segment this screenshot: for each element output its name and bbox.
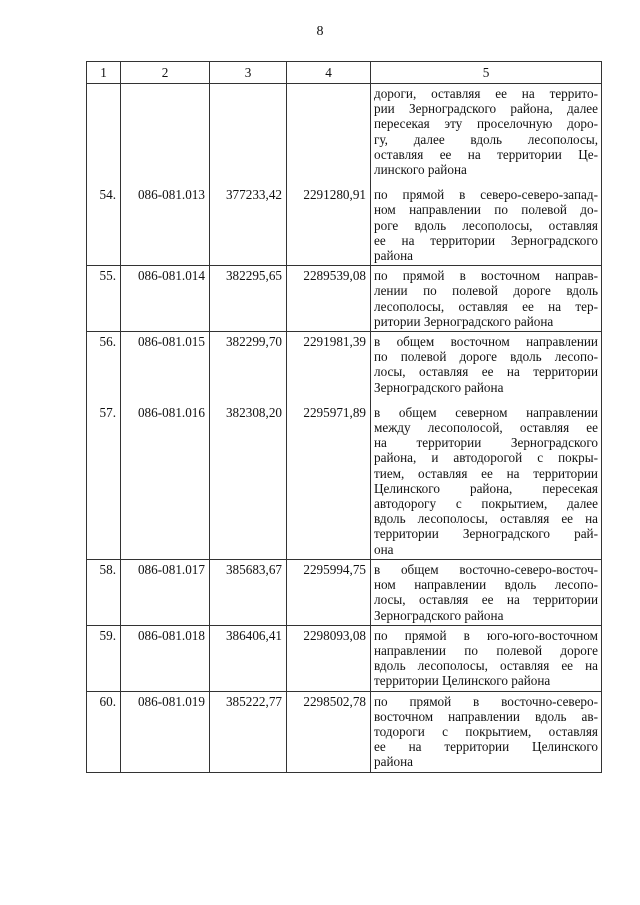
description-line: тодороги с покрытием, оставляя <box>374 723 598 739</box>
point-code-cell <box>121 625 210 691</box>
description-line: по прямой в восточно-северо- <box>374 693 598 709</box>
point-number: 54. <box>99 187 116 203</box>
description-line: ее на территории Зерноградского <box>374 232 598 248</box>
coordinate-y: 2291981,39 <box>303 334 366 350</box>
table-header-row <box>87 62 602 84</box>
coordinate-x: 377233,42 <box>225 187 282 203</box>
coordinate-y-cell <box>287 625 371 691</box>
description-line: по полевой дороге вдоль лесопо- <box>374 349 598 365</box>
point-number: 56. <box>99 334 116 350</box>
table-body <box>87 84 602 773</box>
coordinate-y: 2298093,08 <box>303 627 366 643</box>
point-number: 55. <box>99 268 116 284</box>
description-line: района <box>374 248 414 264</box>
description-line: вдоль лесополосы, оставляя ее на <box>374 511 598 527</box>
description-line: рии Зерноградского района, далее <box>374 101 598 117</box>
description-line: в общем восточном направлении <box>374 334 598 350</box>
description-line: ритории Зерноградского района <box>374 313 554 329</box>
point-code: 086-081.013 <box>137 187 205 203</box>
coordinate-x: 382295,65 <box>225 268 282 284</box>
route-description <box>374 334 598 395</box>
coordinate-y: 2298502,78 <box>303 693 366 709</box>
route-description <box>374 187 598 263</box>
description-line: лесополосы, оставляя ее на тер- <box>374 298 598 314</box>
point-code: 086-081.016 <box>137 404 205 420</box>
description-line: Зерноградского района <box>374 607 504 623</box>
description-line: ном направлении вдоль лесопо- <box>374 577 598 593</box>
route-description <box>374 694 598 770</box>
description-line: на территории Зерноградского <box>374 435 598 451</box>
coordinate-y-cell <box>287 691 371 772</box>
coordinate-x-cell <box>210 266 287 332</box>
description-line: линского района <box>374 162 467 178</box>
description-line: по прямой в северо-северо-запад- <box>374 187 598 203</box>
table-row <box>87 625 602 691</box>
point-code <box>124 86 205 177</box>
table-row <box>87 266 602 332</box>
description-line: территории Целинского района <box>374 673 551 689</box>
route-description-cell <box>371 332 602 560</box>
description-line: дороги, оставляя ее на террито- <box>374 86 598 101</box>
point-number: 59. <box>99 627 116 643</box>
coordinate-y-cell <box>287 332 371 560</box>
description-line: оставляя ее на территории Це- <box>374 146 598 162</box>
coordinate-x: 382299,70 <box>225 334 282 350</box>
description-line: по прямой в восточном направ- <box>374 268 598 284</box>
description-line: тием, оставляя ее на территории <box>374 465 598 481</box>
point-number <box>90 86 116 177</box>
coordinate-y: 2295994,75 <box>303 561 366 577</box>
route-description-cell <box>371 691 602 772</box>
point-code: 086-081.014 <box>137 268 205 284</box>
description-line: ном направлении по полевой до- <box>374 202 598 218</box>
coordinate-x: 386406,41 <box>225 627 282 643</box>
header-col-2: 2 <box>121 62 210 84</box>
description-line: пересекая эту проселочную доро- <box>374 116 598 132</box>
description-line: лении по полевой дороге вдоль <box>374 283 598 299</box>
description-line: в общем северном направлении <box>374 404 598 420</box>
point-number-cell <box>87 332 121 560</box>
coordinate-x-cell <box>210 559 287 625</box>
coordinate-y: 2295971,89 <box>303 404 366 420</box>
header-col-3: 3 <box>210 62 287 84</box>
coordinate-y-cell <box>287 84 371 266</box>
header-col-5: 5 <box>371 62 602 84</box>
page-number: 8 <box>316 24 324 39</box>
point-number: 58. <box>99 561 116 577</box>
description-line: Целинского района, пересекая <box>374 480 598 496</box>
coordinate-y: 2289539,08 <box>303 268 366 284</box>
point-code: 086-081.018 <box>137 627 205 643</box>
route-description-cell <box>371 266 602 332</box>
route-description <box>374 86 598 177</box>
coordinate-y-cell <box>287 266 371 332</box>
point-number-cell <box>87 625 121 691</box>
description-line: роге вдоль лесополосы, оставляя <box>374 217 598 233</box>
description-line: между лесополосой, оставляя ее <box>374 420 598 436</box>
point-code-cell <box>121 691 210 772</box>
route-description-cell <box>371 559 602 625</box>
description-line: направлении по полевой дороге <box>374 642 598 658</box>
coordinate-x: 385683,67 <box>225 561 282 577</box>
point-code: 086-081.017 <box>137 561 205 577</box>
route-description-cell <box>371 84 602 266</box>
coordinate-x-cell <box>210 625 287 691</box>
table-row <box>87 559 602 625</box>
description-line: ее на территории Целинского <box>374 739 598 755</box>
description-line: района, и автодорогой с покры- <box>374 450 598 466</box>
point-code-cell <box>121 332 210 560</box>
table-row <box>87 84 602 266</box>
description-line: лосы, оставляя ее на территории <box>374 364 598 380</box>
description-line: автодорогу с покрытием, далее <box>374 496 598 512</box>
coordinate-x-cell <box>210 84 287 266</box>
table-row <box>87 332 602 560</box>
header-col-1: 1 <box>87 62 121 84</box>
coordinate-y-cell <box>287 559 371 625</box>
coordinate-y <box>290 86 366 177</box>
coordinate-y: 2291280,91 <box>303 187 366 203</box>
point-code-cell <box>121 84 210 266</box>
boundary-points-table <box>86 61 602 773</box>
description-line: Зерноградского района <box>374 379 504 395</box>
description-line: по прямой в юго-юго-восточном <box>374 627 598 643</box>
point-number-cell <box>87 266 121 332</box>
route-description <box>374 405 598 557</box>
point-number-cell <box>87 691 121 772</box>
description-line: лосы, оставляя ее на территории <box>374 592 598 608</box>
point-number: 60. <box>99 693 116 709</box>
description-line: она <box>374 541 394 557</box>
route-description <box>374 628 598 689</box>
coordinate-x: 385222,77 <box>225 693 282 709</box>
point-code-cell <box>121 266 210 332</box>
point-number-cell <box>87 84 121 266</box>
point-number: 57. <box>99 404 116 420</box>
coordinate-x: 382308,20 <box>225 404 282 420</box>
header-col-4: 4 <box>287 62 371 84</box>
description-line: территории Зерноградского рай- <box>374 526 598 542</box>
table-row <box>87 691 602 772</box>
point-code: 086-081.015 <box>137 334 205 350</box>
description-line: восточном направлении вдоль ав- <box>374 708 598 724</box>
point-code-cell <box>121 559 210 625</box>
description-line: вдоль лесополосы, оставляя ее на <box>374 658 598 674</box>
route-description <box>374 562 598 623</box>
route-description <box>374 268 598 329</box>
description-line: гу, далее вдоль лесополосы, <box>374 131 598 147</box>
coordinate-x-cell <box>210 691 287 772</box>
route-description-cell <box>371 625 602 691</box>
point-number-cell <box>87 559 121 625</box>
description-line: в общем восточно-северо-восточ- <box>374 561 598 577</box>
point-code: 086-081.019 <box>137 693 205 709</box>
coordinate-x-cell <box>210 332 287 560</box>
description-line: района <box>374 754 414 770</box>
coordinate-x <box>213 86 282 177</box>
